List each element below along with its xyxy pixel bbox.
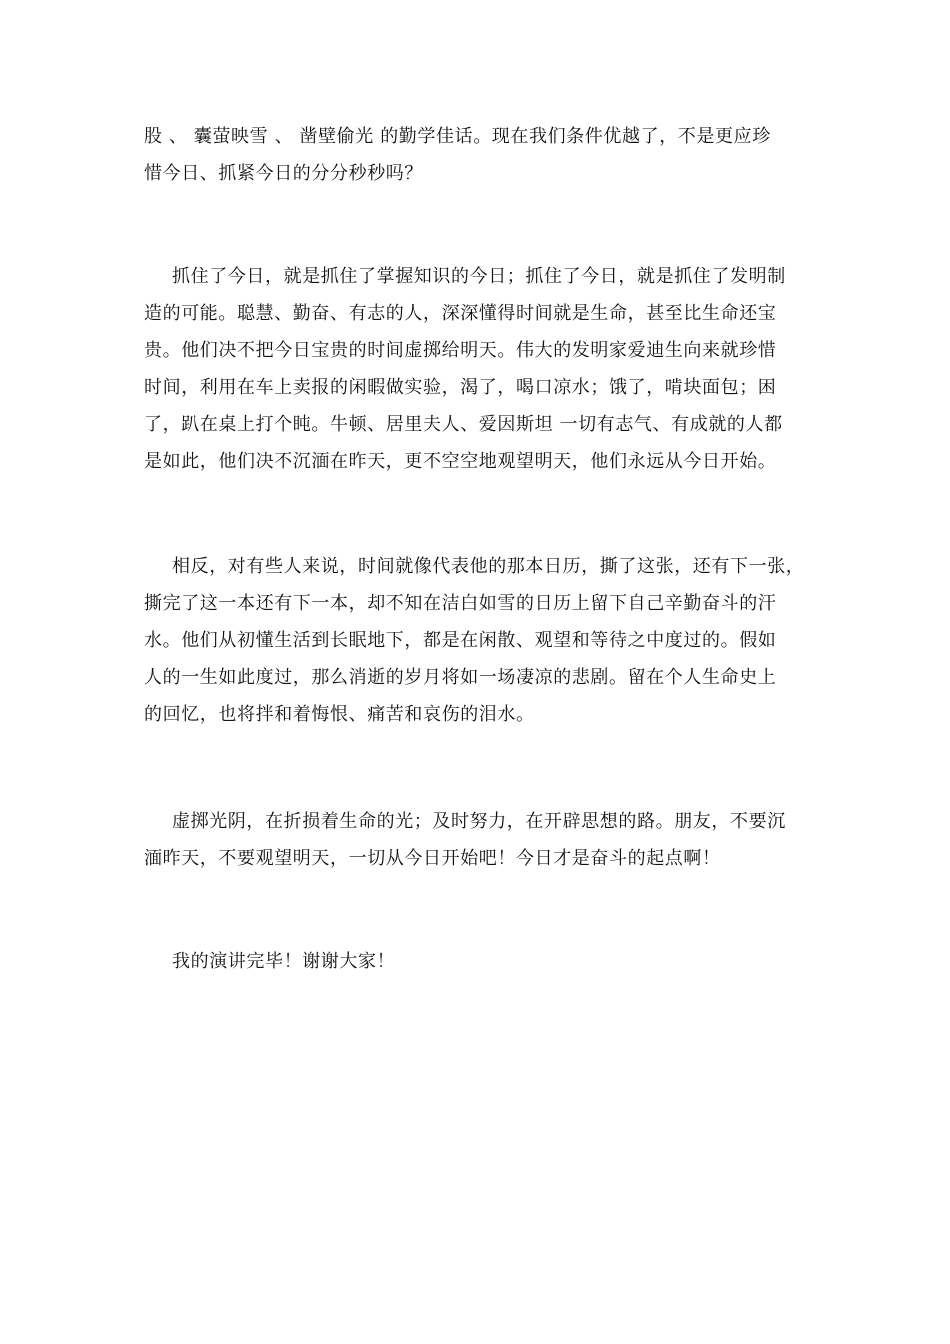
text-line: 人的一生如此度过，那么消逝的岁月将如一场凄凉的悲剧。留在个人生命史上: [144, 667, 777, 688]
text-line: 是如此，他们决不沉湎在昨天，更不空空地观望明天，他们永远从今日开始。: [144, 451, 777, 472]
text-line: 我的演讲完毕！谢谢大家！: [172, 951, 396, 972]
text-line: 撕完了这一本还有下一本，却不知在洁白如雪的日历上留下自己辛勤奋斗的汗: [144, 593, 777, 614]
text-line: 造的可能。聪慧、勤奋、有志的人，深深懂得时间就是生命，甚至比生命还宝: [144, 303, 777, 324]
text-line: 了，趴在桌上打个盹。牛顿、居里夫人、爱因斯坦 一切有志气、有成就的人都: [144, 414, 783, 435]
text-line: 水。他们从初懂生活到长眠地下，都是在闲散、观望和等待之中度过的。假如: [144, 630, 777, 651]
text-line: 抓住了今日，就是抓住了掌握知识的今日；抓住了今日，就是抓住了发明制: [172, 266, 786, 287]
text-line: 股 、 囊萤映雪 、 凿壁偷光 的勤学佳话。现在我们条件优越了，不是更应珍: [144, 126, 771, 147]
text-line: 贵。他们决不把今日宝贵的时间虚掷给明天。伟大的发明家爱迪生向来就珍惜: [144, 340, 777, 361]
text-line: 湎昨天，不要观望明天，一切从今日开始吧！今日才是奋斗的起点啊！: [144, 848, 721, 869]
text-line: 惜今日、抓紧今日的分分秒秒吗？: [144, 163, 423, 184]
text-line: 虚掷光阴，在折损着生命的光；及时努力，在开辟思想的路。朋友，不要沉: [172, 811, 786, 832]
text-line: 的回忆，也将拌和着悔恨、痛苦和哀伤的泪水。: [144, 704, 535, 725]
text-line: 时间，利用在车上卖报的闲暇做实验，渴了，喝口凉水；饿了，啃块面包；困: [144, 377, 777, 398]
text-line: 相反，对有些人来说，时间就像代表他的那本日历，撕了这张，还有下一张，: [172, 556, 805, 577]
